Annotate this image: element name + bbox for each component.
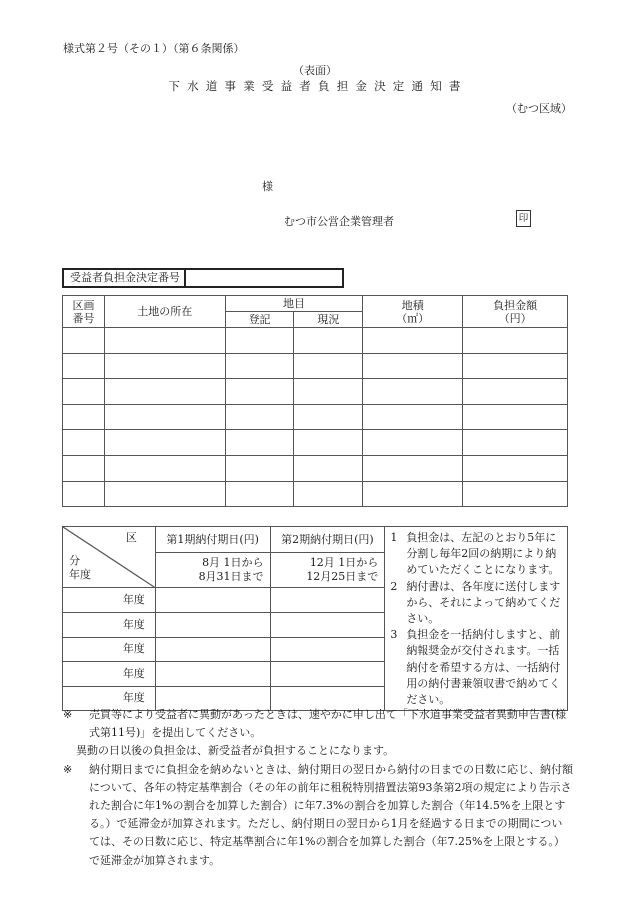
- year-period2-amount[interactable]: [270, 662, 385, 687]
- footnote-item: [63, 761, 573, 870]
- note-number: 1: [390, 531, 398, 544]
- land-table-row: [63, 328, 568, 354]
- year-period1-amount[interactable]: [155, 588, 270, 613]
- face-side-label: （表面）: [293, 64, 337, 77]
- area-cell[interactable]: [363, 430, 463, 456]
- registered-cell[interactable]: [225, 455, 294, 481]
- registered-cell[interactable]: [225, 328, 294, 354]
- land-table-row: [63, 455, 568, 481]
- land-table-row: [63, 404, 568, 430]
- area-cell[interactable]: [363, 328, 463, 354]
- year-label: 年度: [63, 662, 156, 687]
- form-number-label: 様式第２号（その１）（第６条関係）: [63, 42, 245, 55]
- period1-dates: [155, 553, 270, 588]
- year-label: 年度: [63, 637, 156, 662]
- block-no-cell[interactable]: [63, 430, 105, 456]
- header-block-no-line2: 番号: [72, 311, 95, 325]
- period1-header: 第1期納付期日(円): [155, 527, 270, 553]
- footnote-text: 異動の日以後の負担金は、新受益者が負担することになります。: [76, 744, 395, 758]
- location-cell[interactable]: [104, 430, 225, 456]
- note-number: 2: [390, 579, 398, 593]
- issuer-name: むつ市公営企業管理者: [284, 215, 394, 228]
- amount-cell[interactable]: [463, 455, 568, 481]
- footnote-mark: ※: [63, 762, 73, 776]
- registered-cell[interactable]: [225, 353, 294, 379]
- decision-number-box: [62, 268, 344, 288]
- year-period2-amount[interactable]: [270, 588, 385, 613]
- header-amount-line1: 負担金額: [493, 298, 538, 312]
- block-no-cell[interactable]: [63, 481, 105, 507]
- actual-cell[interactable]: [294, 353, 363, 379]
- year-label: 年度: [63, 588, 156, 613]
- seal-stamp-icon: 印: [516, 210, 531, 227]
- header-land-category: 地目: [225, 296, 363, 312]
- footnote-item: [63, 706, 573, 742]
- location-cell[interactable]: [104, 455, 225, 481]
- registered-cell[interactable]: [225, 481, 294, 507]
- amount-cell[interactable]: [463, 328, 568, 354]
- period2-dates: [270, 553, 385, 588]
- region-label: （むつ区域）: [506, 102, 572, 115]
- header-amount-line2: （円）: [498, 311, 532, 325]
- registered-cell[interactable]: [225, 379, 294, 405]
- land-table-row: [63, 481, 568, 507]
- amount-cell[interactable]: [463, 430, 568, 456]
- note-text: 納付書は、各年度に送付しますから、それによって納めてください。: [406, 579, 561, 626]
- land-table-row: [63, 353, 568, 379]
- footnote-item: [63, 742, 573, 760]
- notes-list: [390, 530, 563, 708]
- actual-cell[interactable]: [294, 481, 363, 507]
- registered-cell[interactable]: [225, 430, 294, 456]
- payment-notes: [385, 527, 568, 711]
- block-no-cell[interactable]: [63, 379, 105, 405]
- header-block-no: [63, 296, 105, 328]
- amount-cell[interactable]: [463, 379, 568, 405]
- period1-from: 8月 1日から: [202, 556, 264, 570]
- registered-cell[interactable]: [225, 404, 294, 430]
- area-cell[interactable]: [363, 455, 463, 481]
- land-table-header-row: [63, 296, 568, 312]
- footnote-text: 売買等により受益者に異動があったときは、速やかに申し出て「下水道事業受益者異動申告書(様式第11号)」を提出してください。: [89, 708, 567, 740]
- header-actual: 現況: [294, 312, 363, 328]
- actual-cell[interactable]: [294, 379, 363, 405]
- land-table-body: [63, 328, 568, 507]
- land-table: [62, 295, 568, 507]
- block-no-cell[interactable]: [63, 404, 105, 430]
- location-cell[interactable]: [104, 328, 225, 354]
- note-text: 負担金は、左記のとおり5年に分割し毎年2回の納期により納めていただくことになります。: [406, 531, 560, 577]
- amount-cell[interactable]: [463, 481, 568, 507]
- location-cell[interactable]: [104, 353, 225, 379]
- location-cell[interactable]: [104, 404, 225, 430]
- footnotes: [63, 706, 573, 870]
- header-location: 土地の所在: [104, 296, 225, 328]
- year-label: 年度: [63, 612, 156, 637]
- period2-from: 12月 1日から: [309, 556, 379, 570]
- header-area-line1: 地積: [401, 298, 424, 312]
- note-item: [390, 627, 563, 708]
- period2-to: 12月25日まで: [306, 570, 379, 584]
- header-block-no-line1: 区画: [72, 298, 95, 312]
- amount-cell[interactable]: [463, 353, 568, 379]
- corner-division-label: 区: [125, 531, 137, 544]
- note-number: 3: [390, 628, 398, 642]
- footnote-text: 納付期日までに負担金を納めないときは、納付期日の翌日から納付の日までの日数に応じ、納付額について、各年の特定基準割合（その年の前年に租税特別措置法第93条第2項の規定により告示された割合に年1%の割合を加算した割合）に年7.3%の割合を加算した割合（年14.5%を上限とする。）で延滞金が加算されます。ただし、納付期日の翌日から1月を経過する日までの期間については、その日数に応じ、特定基準割合に年1%の割合を加算した割合（年7.25%を上限とする。）で延滞金が加算されます。: [89, 762, 573, 867]
- header-area-line2: （㎡）: [396, 311, 430, 325]
- payment-header-row: [63, 527, 568, 553]
- note-item: [390, 579, 563, 628]
- year-period2-amount[interactable]: [270, 637, 385, 662]
- land-table-row: [63, 430, 568, 456]
- area-cell[interactable]: [363, 404, 463, 430]
- year-period2-amount[interactable]: [270, 612, 385, 637]
- block-no-cell[interactable]: [63, 455, 105, 481]
- year-label: 年度: [63, 686, 156, 711]
- year-period1-amount[interactable]: [155, 662, 270, 687]
- header-area: [363, 296, 463, 328]
- payment-schedule-table: [62, 526, 568, 711]
- year-period1-amount[interactable]: [155, 637, 270, 662]
- actual-cell[interactable]: [294, 328, 363, 354]
- decision-number-field[interactable]: [186, 270, 342, 286]
- division-year-corner: [63, 527, 156, 588]
- year-period1-amount[interactable]: [155, 612, 270, 637]
- footnote-mark: ※: [63, 708, 73, 721]
- area-cell[interactable]: [363, 379, 463, 405]
- actual-cell[interactable]: [294, 404, 363, 430]
- note-item: [390, 530, 563, 579]
- area-cell[interactable]: [363, 481, 463, 507]
- period2-header: 第2期納付期日(円): [270, 527, 385, 553]
- actual-cell[interactable]: [294, 430, 363, 456]
- corner-year-label: 年度: [69, 568, 91, 581]
- corner-division-label-2: 分: [69, 554, 80, 567]
- amount-cell[interactable]: [463, 404, 568, 430]
- land-table-row: [63, 379, 568, 405]
- recipient-honorific: 様: [262, 180, 273, 193]
- period1-to: 8月31日まで: [198, 570, 264, 584]
- block-no-cell[interactable]: [63, 353, 105, 379]
- area-cell[interactable]: [363, 353, 463, 379]
- location-cell[interactable]: [104, 379, 225, 405]
- actual-cell[interactable]: [294, 455, 363, 481]
- location-cell[interactable]: [104, 481, 225, 507]
- header-amount: [463, 296, 568, 328]
- note-text: 負担金を一括納付しますと、前納報奨金が交付されます。一括納付を希望する方は、一括納付用の納付書兼領収書で納めてください。: [406, 628, 561, 707]
- header-registered: 登記: [225, 312, 294, 328]
- document-title: 下水道事業受益者負担金決定通知書: [168, 79, 468, 93]
- block-no-cell[interactable]: [63, 328, 105, 354]
- decision-number-label: 受益者負担金決定番号: [64, 270, 186, 286]
